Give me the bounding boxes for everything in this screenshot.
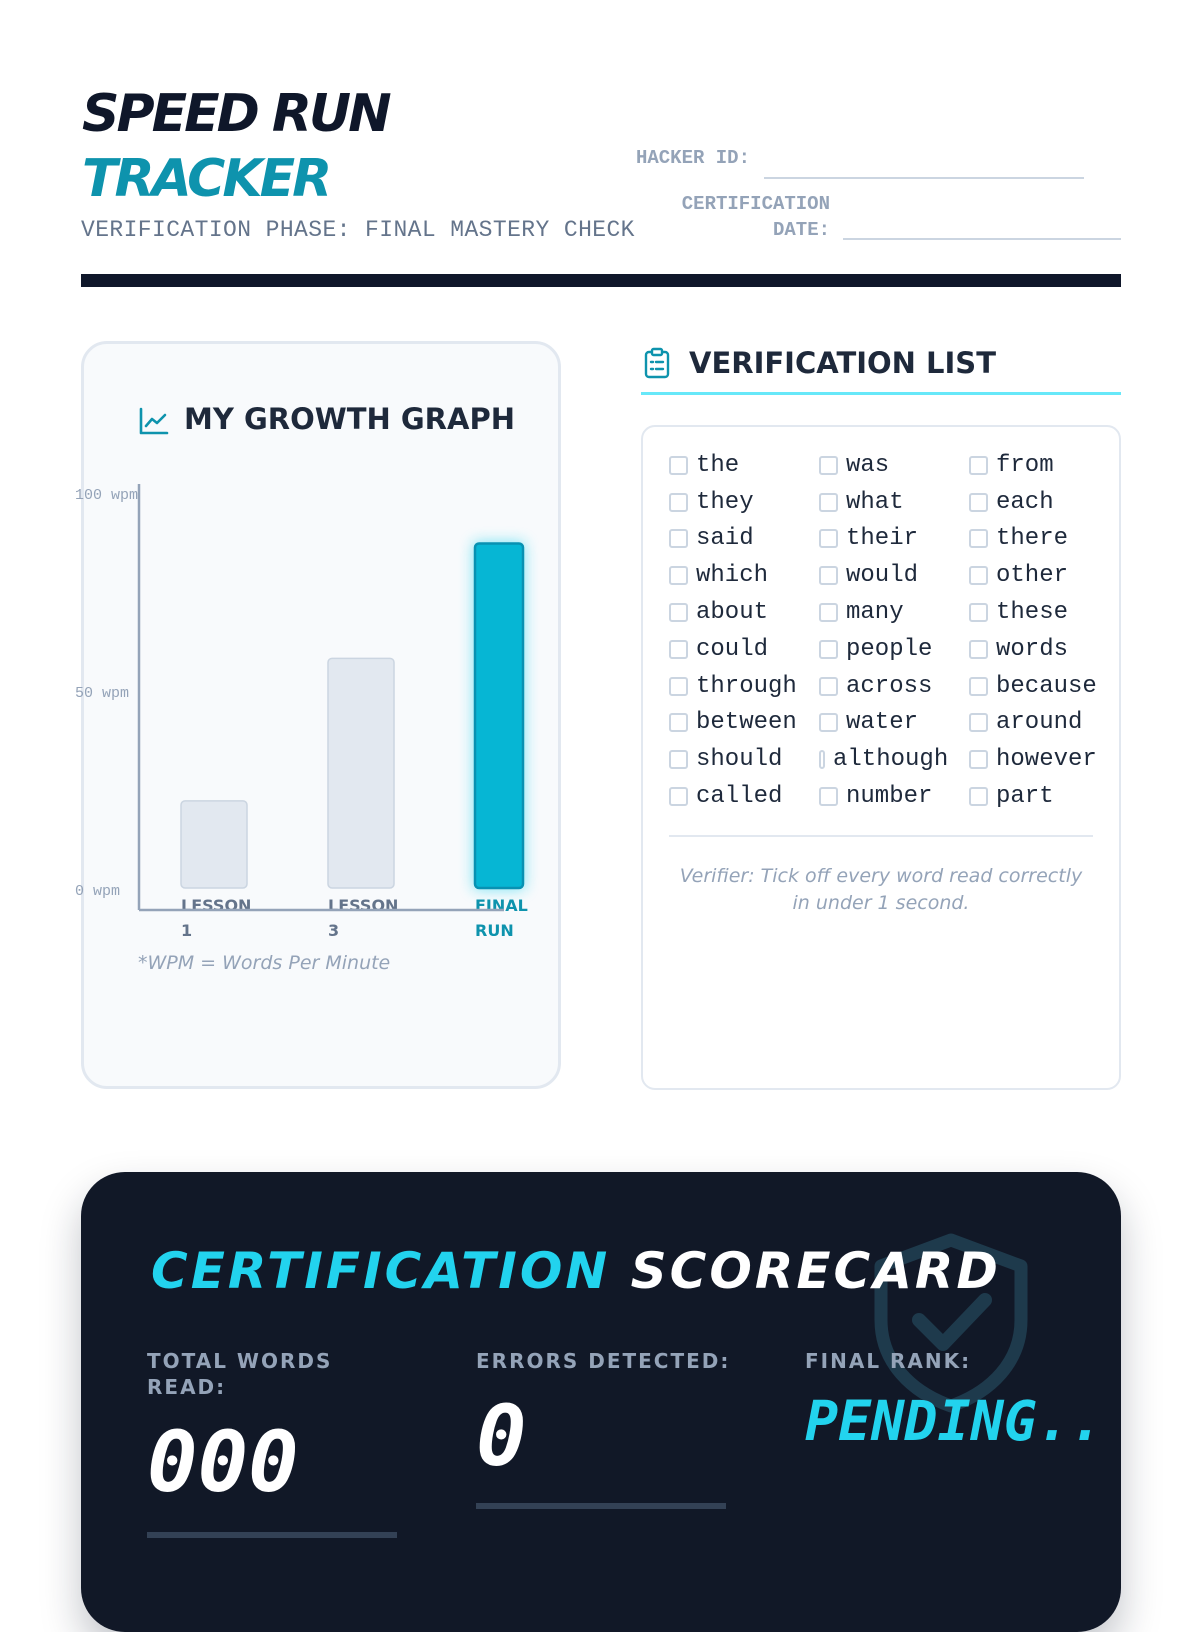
word-checkbox[interactable] xyxy=(969,493,988,512)
word-label: what xyxy=(846,488,904,516)
word-label: part xyxy=(996,783,1054,811)
word-label: from xyxy=(996,451,1054,479)
word-item-many[interactable] xyxy=(819,594,969,631)
word-label: number xyxy=(846,783,933,811)
word-checkbox[interactable] xyxy=(969,566,988,585)
word-checkbox[interactable] xyxy=(669,787,688,806)
y-tick-label: 50 wpm xyxy=(75,685,130,702)
word-checkbox[interactable] xyxy=(819,493,838,512)
word-checkbox[interactable] xyxy=(819,566,838,585)
header-divider xyxy=(81,274,1121,287)
certification-scorecard xyxy=(81,1172,1121,1632)
word-checkbox[interactable] xyxy=(669,677,688,696)
word-item-they[interactable] xyxy=(669,484,819,521)
word-checkbox[interactable] xyxy=(669,603,688,622)
word-checkbox[interactable] xyxy=(969,456,988,475)
verification-card xyxy=(641,425,1121,1090)
word-item-because[interactable] xyxy=(969,668,1119,705)
total-words-label: TOTAL WORDS READ: xyxy=(147,1349,333,1399)
word-item-other[interactable] xyxy=(969,557,1119,594)
word-checkbox[interactable] xyxy=(819,640,838,659)
word-checkbox[interactable] xyxy=(669,566,688,585)
word-label: could xyxy=(696,635,769,663)
bar-final-run xyxy=(475,543,523,888)
word-checkbox[interactable] xyxy=(969,787,988,806)
word-label: which xyxy=(696,562,769,590)
category-label-line: LESSON xyxy=(181,896,252,915)
word-label: between xyxy=(696,709,797,737)
word-item-although[interactable] xyxy=(819,741,969,778)
bar-lesson-3 xyxy=(328,658,394,888)
category-label-line: 3 xyxy=(328,921,340,940)
total-words-underline xyxy=(147,1532,397,1538)
word-item-what[interactable] xyxy=(819,484,969,521)
errors-label: ERRORS DETECTED: xyxy=(476,1349,731,1373)
word-checkbox[interactable] xyxy=(969,677,988,696)
word-checkbox[interactable] xyxy=(669,456,688,475)
bar-lesson-1 xyxy=(181,801,247,888)
word-label: other xyxy=(996,562,1069,590)
word-item-these[interactable] xyxy=(969,594,1119,631)
word-item-part[interactable] xyxy=(969,778,1119,815)
category-label-line: LESSON xyxy=(328,896,399,915)
word-item-around[interactable] xyxy=(969,705,1119,742)
category-label-line: 1 xyxy=(181,921,193,940)
word-label: however xyxy=(996,746,1097,774)
title-line-1: SPEED RUN xyxy=(82,84,389,144)
word-label: called xyxy=(696,783,783,811)
word-item-there[interactable] xyxy=(969,521,1119,558)
word-checkbox[interactable] xyxy=(669,640,688,659)
word-label: across xyxy=(846,672,933,700)
word-checkbox[interactable] xyxy=(819,713,838,732)
word-item-could[interactable] xyxy=(669,631,819,668)
word-label: water xyxy=(846,709,919,737)
y-tick-label: 0 wpm xyxy=(75,883,121,900)
word-item-number[interactable] xyxy=(819,778,969,815)
scorecard-title-rest: SCORECARD xyxy=(630,1242,1001,1300)
word-item-the[interactable] xyxy=(669,447,819,484)
certification-date-label-line1: CERTIFICATION xyxy=(681,193,830,215)
subtitle: VERIFICATION PHASE: FINAL MASTERY CHECK xyxy=(81,217,635,243)
verification-title-underline xyxy=(641,392,1121,395)
word-checkbox[interactable] xyxy=(969,750,988,769)
word-item-across[interactable] xyxy=(819,668,969,705)
word-label: although xyxy=(833,746,949,774)
certification-date-label xyxy=(600,191,830,243)
word-checkbox[interactable] xyxy=(969,713,988,732)
hacker-id-field[interactable] xyxy=(764,177,1084,179)
word-label: their xyxy=(846,525,919,553)
word-item-between[interactable] xyxy=(669,705,819,742)
clipboard-list-icon xyxy=(643,347,671,379)
word-item-which[interactable] xyxy=(669,557,819,594)
word-item-however[interactable] xyxy=(969,741,1119,778)
word-checkbox[interactable] xyxy=(819,750,825,769)
growth-graph-title: MY GROWTH GRAPH xyxy=(184,402,515,436)
errors-underline xyxy=(476,1503,726,1509)
growth-chart xyxy=(60,470,540,940)
verification-divider xyxy=(669,835,1093,837)
word-checkbox[interactable] xyxy=(969,529,988,548)
word-label: many xyxy=(846,599,904,627)
word-checkbox[interactable] xyxy=(669,713,688,732)
scorecard-title xyxy=(151,1242,1001,1300)
wpm-footnote: *WPM = Words Per Minute xyxy=(138,952,391,974)
verifier-instructions: Verifier: Tick off every word read correctly in under 1 second. xyxy=(679,865,1083,914)
word-checkbox[interactable] xyxy=(669,750,688,769)
word-item-about[interactable] xyxy=(669,594,819,631)
word-label: people xyxy=(846,635,933,663)
verification-list-title: VERIFICATION LIST xyxy=(689,346,996,380)
word-label: because xyxy=(996,672,1097,700)
word-checklist xyxy=(669,447,1119,815)
word-label: there xyxy=(996,525,1069,553)
word-checkbox[interactable] xyxy=(969,640,988,659)
total-words-value: 000 xyxy=(147,1413,299,1511)
category-label-line: FINAL xyxy=(475,896,528,915)
errors-value: 0 xyxy=(476,1387,527,1485)
word-checkbox[interactable] xyxy=(669,529,688,548)
word-item-words[interactable] xyxy=(969,631,1119,668)
word-label: was xyxy=(846,451,890,479)
word-label: around xyxy=(996,709,1083,737)
word-item-called[interactable] xyxy=(669,778,819,815)
word-item-would[interactable] xyxy=(819,557,969,594)
chart-line-icon xyxy=(138,406,170,436)
word-checkbox[interactable] xyxy=(969,603,988,622)
word-checkbox[interactable] xyxy=(819,603,838,622)
word-label: should xyxy=(696,746,783,774)
final-rank-value: PENDING.. xyxy=(805,1389,1104,1453)
word-item-should[interactable] xyxy=(669,741,819,778)
word-item-people[interactable] xyxy=(819,631,969,668)
word-item-said[interactable] xyxy=(669,521,819,558)
word-label: these xyxy=(996,599,1069,627)
final-rank-label: FINAL RANK: xyxy=(805,1349,972,1373)
word-checkbox[interactable] xyxy=(819,456,838,475)
word-item-through[interactable] xyxy=(669,668,819,705)
word-label: would xyxy=(846,562,919,590)
word-label: words xyxy=(996,635,1069,663)
word-checkbox[interactable] xyxy=(819,677,838,696)
y-tick-label: 100 wpm xyxy=(75,487,139,504)
hacker-id-label: HACKER ID: xyxy=(635,147,750,169)
certification-date-field[interactable] xyxy=(843,238,1121,240)
word-item-was[interactable] xyxy=(819,447,969,484)
word-label: about xyxy=(696,599,769,627)
certification-date-label-line2: DATE: xyxy=(772,219,830,241)
word-checkbox[interactable] xyxy=(819,787,838,806)
word-item-from[interactable] xyxy=(969,447,1119,484)
scorecard-title-accent: CERTIFICATION xyxy=(151,1242,611,1300)
word-checkbox[interactable] xyxy=(669,493,688,512)
word-label: each xyxy=(996,488,1054,516)
word-label: the xyxy=(696,451,740,479)
word-label: through xyxy=(696,672,797,700)
word-item-water[interactable] xyxy=(819,705,969,742)
category-label-line: RUN xyxy=(475,921,514,940)
word-label: they xyxy=(696,488,754,516)
word-item-their[interactable] xyxy=(819,521,969,558)
word-label: said xyxy=(696,525,754,553)
word-item-each[interactable] xyxy=(969,484,1119,521)
word-checkbox[interactable] xyxy=(819,529,838,548)
title-line-2: TRACKER xyxy=(82,149,330,209)
